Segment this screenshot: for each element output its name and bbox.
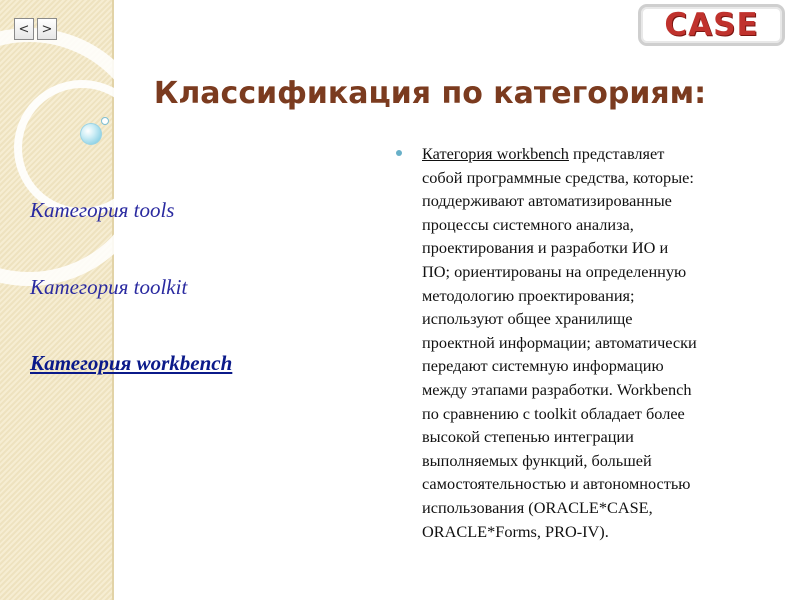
description-line: использования (ORACLE*CASE, [422,497,653,517]
description-line: выполняемых функций, большей [422,450,652,470]
category-workbench-link[interactable]: Категория workbench [30,351,233,375]
slide-title: Классификация по категориям: [153,76,707,111]
description-line: между этапами разработки. Workbench [422,379,692,399]
description-line: передают системную информацию [422,356,664,376]
description-line: по сравнению с toolkit обладает более [422,403,685,423]
category-tools-link[interactable]: Категория tools [30,198,175,222]
description-line: проектной информации; автоматически [422,332,697,352]
description-line: высокой степенью интеграции [422,427,634,447]
next-slide-button[interactable]: > [37,18,57,40]
description-lead: Категория workbench [422,144,569,163]
description-line: представляет [568,144,665,163]
bullet-icon [396,150,402,156]
description-line: проектирования и разработки ИО и [422,238,669,258]
case-badge-text: CASE [664,7,759,43]
description-line: методологию проектирования; [422,285,635,305]
description-line: ПО; ориентированы на определенную [422,261,687,281]
small-bubble-icon [101,117,109,125]
slide-navigation [14,18,60,40]
bubble-icon [80,123,102,145]
category-toolkit-link[interactable]: Категория toolkit [30,275,188,299]
description-line: самостоятельностью и автономностью [422,474,691,494]
description-block [396,142,766,543]
description-text [422,142,766,543]
description-line: используют общее хранилище [422,309,633,329]
case-badge [638,4,785,46]
description-line: собой программные средства, которые: [422,167,694,187]
description-line: поддерживают автоматизированные [422,191,672,211]
prev-slide-button[interactable]: < [14,18,34,40]
description-line: процессы системного анализа, [422,214,634,234]
description-line: ORACLE*Forms, PRO-IV). [422,521,609,541]
